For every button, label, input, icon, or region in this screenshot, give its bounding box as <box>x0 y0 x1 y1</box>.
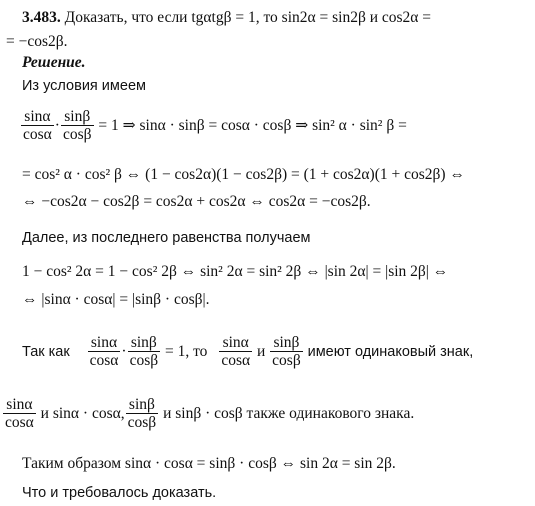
fraction-denominator: cosα <box>5 414 34 431</box>
equation-3: ⇔ −cos2α − cos2β = cos2α + cos2α ⇔ cos2α = −cos2β. <box>22 193 371 210</box>
conclusion: Таким образом sinα · cosα = sinβ · cosβ ⇔ sin 2α = sin 2β. <box>22 455 396 472</box>
fraction-denominator: cosβ <box>272 352 301 369</box>
fraction-sinb-cosb <box>270 334 303 369</box>
fraction-sinb-cosb <box>61 108 94 143</box>
problem-number: 3.483. <box>22 9 61 26</box>
equation-1: $\frac{\sin\alpha}{\cos\alpha}$ · $\frac{\sin\beta}{\cos\beta}$ = 1 ⇒ sinα · sinβ = cosα · cosβ ⇒ sin² α · sin² β = <box>23 108 407 143</box>
also-text-1: и sinα · cosα, <box>40 404 125 422</box>
fraction-numerator: sinα <box>3 396 36 414</box>
problem-text-cont: = −cos2β. <box>6 33 68 50</box>
fraction-sina-cosa <box>88 334 121 369</box>
fraction-numerator: sinβ <box>126 396 159 414</box>
fraction-denominator: cosβ <box>127 414 157 431</box>
also-line <box>2 396 414 431</box>
problem-text: Доказать, что если tgαtgβ = 1, то sin2α = sin2β и cos2α = <box>64 9 432 26</box>
fraction-denominator: cosβ <box>129 352 159 369</box>
equation-1-rest: = 1 ⇒ sinα · sinβ = cosα · cosβ ⇒ sin² α · sin² β = <box>98 116 407 134</box>
also-text-2: и sinβ · cosβ также одинакового знака. <box>163 404 415 422</box>
solution-heading: Решение. <box>22 54 86 71</box>
fraction-denominator: cosα <box>221 352 251 369</box>
fraction-numerator: sinβ <box>270 334 303 352</box>
problem-statement-line-1 <box>22 9 431 27</box>
fraction-numerator: sinβ <box>128 334 161 352</box>
since-prefix: Так как <box>22 343 70 360</box>
and-word: и <box>256 342 266 360</box>
fraction-denominator: cosα <box>89 352 119 369</box>
fraction-denominator: cosβ <box>62 126 92 143</box>
since-mid: = 1, то <box>165 342 208 360</box>
fraction-denominator: cosα <box>23 126 52 143</box>
fraction-numerator: sinα <box>88 334 121 352</box>
fraction-sinb-cosb <box>128 334 161 369</box>
qed: Что и требовалось доказать. <box>22 485 217 501</box>
fraction-sina-cosa <box>21 108 54 143</box>
equation-5: ⇔ |sinα · cosα| = |sinβ · cosβ|. <box>22 291 210 308</box>
fraction-sinb-cosb <box>126 396 159 431</box>
same-sign-text: имеют одинаковый знак, <box>307 343 474 360</box>
fraction-sina-cosa <box>219 334 252 369</box>
since-line: Так как $\frac{\sin\alpha}{\cos\alpha}$ · $\frac{\sin\beta}{\cos\beta}$ = 1, то $\frac{\sin\alpha}{\cos\alpha}$ и $\frac{\sin\beta}{\cos\beta}$ имеют одинаковый знак, <box>22 334 474 369</box>
further-text: Далее, из последнего равенства получаем <box>22 230 311 246</box>
fraction-numerator: sinα <box>219 334 252 352</box>
solution-intro: Из условия имеем <box>22 78 146 94</box>
fraction-numerator: sinβ <box>61 108 94 126</box>
fraction-sina-cosa <box>3 396 36 431</box>
problem-statement-line-2 <box>6 33 68 51</box>
equation-4: 1 − cos² 2α = 1 − cos² 2β ⇔ sin² 2α = sin² 2β ⇔ |sin 2α| = |sin 2β| ⇔ <box>22 263 449 280</box>
fraction-numerator: sinα <box>21 108 54 126</box>
equation-2: = cos² α · cos² β ⇔ (1 − cos2α)(1 − cos2β) = (1 + cos2α)(1 + cos2β) ⇔ <box>22 166 465 183</box>
